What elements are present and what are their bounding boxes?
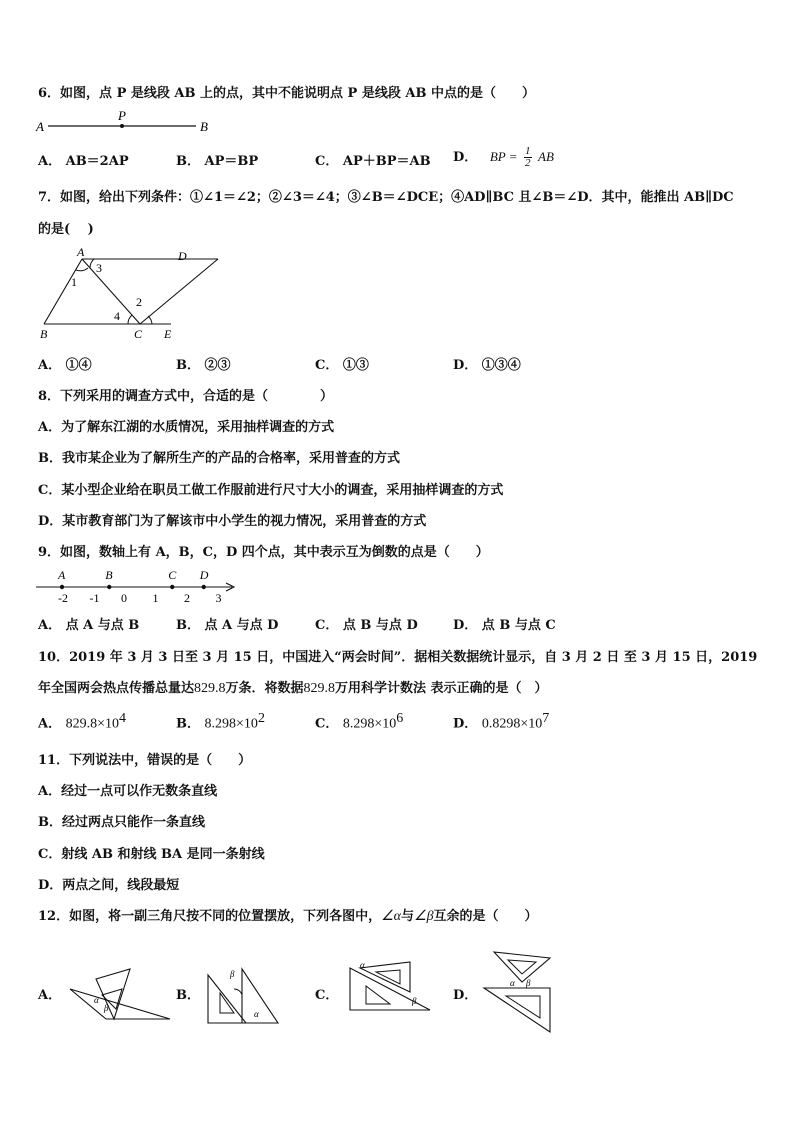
q9-tick-label: -1 bbox=[89, 591, 100, 605]
q7-label-a: A bbox=[77, 245, 85, 259]
q6-label-b: B bbox=[200, 119, 208, 134]
q12-figure-a bbox=[66, 965, 176, 1027]
q7-angle-3: 3 bbox=[96, 261, 102, 275]
q12-a-beta: β bbox=[104, 1003, 109, 1013]
q7-option-a[interactable]: A． ①④ bbox=[38, 358, 92, 373]
q9-point-label: C bbox=[168, 568, 177, 582]
q11-option-b[interactable]: B．经过两点只能作一条直线 bbox=[38, 815, 205, 830]
q9-point-label: D bbox=[199, 568, 209, 582]
q7-angle-1: 1 bbox=[71, 275, 77, 289]
q12-option-d[interactable]: D． bbox=[453, 988, 478, 1003]
q7-label-d: D bbox=[178, 249, 187, 263]
q9-tick-label: 1 bbox=[152, 591, 159, 605]
q12-a-alpha: α bbox=[94, 995, 99, 1005]
q11-option-d[interactable]: D．两点之间，线段最短 bbox=[38, 878, 180, 893]
q9-option-b[interactable]: B． 点 A 与点 D bbox=[176, 618, 279, 633]
q8-option-b[interactable]: B．我市某企业为了解所生产的产品的合格率，采用普查的方式 bbox=[38, 451, 400, 466]
q9-point-dot bbox=[107, 585, 111, 589]
q8-option-d[interactable]: D．某市教育部门为了解该市中小学生的视力情况，采用普查的方式 bbox=[38, 514, 427, 529]
q9-point-dot bbox=[202, 585, 206, 589]
q12-figure-b bbox=[206, 965, 286, 1027]
q11-option-a[interactable]: A．经过一点可以作无数条直线 bbox=[38, 784, 218, 799]
q12-c-beta: β bbox=[412, 996, 417, 1006]
q10-stem-line2: 年全国两会热点传播总量达829.8万条．将数据829.8万用科学计数法 表示正确的是（ ） bbox=[38, 681, 548, 696]
q12-c-alpha: α bbox=[360, 960, 365, 970]
q7-stem-line1: 7．如图，给出下列条件：①∠1＝∠2；②∠3＝∠4；③∠B＝∠DCE；④AD∥BC 且∠B＝∠D．其中，能推出 AB∥DC bbox=[38, 190, 734, 205]
q6-option-a[interactable]: A． AB＝2AP bbox=[38, 154, 129, 169]
q12-b-beta: β bbox=[230, 969, 235, 979]
q10-option-c[interactable]: C． $8.298\times 10^6$ bbox=[315, 711, 404, 732]
q12-figure-d bbox=[482, 948, 562, 1038]
q12-option-b[interactable]: B． bbox=[176, 988, 200, 1003]
q9-point-label: B bbox=[105, 568, 113, 582]
q7-stem-line2: 的是( ) bbox=[38, 222, 94, 237]
q9-tick-label: 0 bbox=[121, 591, 127, 605]
q9-tick-label: -2 bbox=[58, 591, 68, 605]
q9-number-line-figure bbox=[36, 566, 246, 606]
q7-angle-2: 2 bbox=[136, 295, 142, 309]
q6-option-d[interactable]: D． BP = $\frac{1}{2}$ AB bbox=[453, 145, 554, 169]
q6-option-c[interactable]: C． AP＋BP＝AB bbox=[315, 154, 431, 169]
q9-option-d[interactable]: D． 点 B 与点 C bbox=[453, 618, 556, 633]
q12-b-alpha: α bbox=[254, 1009, 259, 1019]
q6-segment-figure bbox=[36, 108, 216, 138]
q10-stem-line1: 10．2019 年 3 月 3 日至 3 月 15 日，中国进入“两会时间”．据相关数据统计显示，自 3 月 2 日 至 3 月 15 日，2019 bbox=[38, 650, 758, 665]
q8-option-c[interactable]: C．某小型企业给在职员工做工作服前进行尺寸大小的调查，采用抽样调查的方式 bbox=[38, 483, 504, 498]
q6-option-b[interactable]: B． AP＝BP bbox=[176, 154, 259, 169]
q12-option-c[interactable]: C． bbox=[315, 988, 339, 1003]
q9-option-c[interactable]: C． 点 B 与点 D bbox=[315, 618, 418, 633]
q8-option-a[interactable]: A．为了解东江湖的水质情况，采用抽样调查的方式 bbox=[38, 420, 335, 435]
q7-angle-4: 4 bbox=[114, 309, 120, 323]
q9-stem: 9．如图，数轴上有 A，B，C，D 四个点，其中表示互为倒数的点是（ ） bbox=[38, 545, 489, 560]
q12-option-a[interactable]: A． bbox=[38, 988, 62, 1003]
q9-tick-label: 3 bbox=[215, 591, 222, 605]
q7-option-b[interactable]: B． ②③ bbox=[176, 358, 231, 373]
q6-label-a: A bbox=[36, 119, 44, 134]
q7-parallelogram-figure bbox=[36, 244, 196, 344]
q7-label-b: B bbox=[40, 327, 48, 341]
q7-label-c: C bbox=[134, 327, 143, 341]
q8-stem: 8．下列采用的调查方式中，合适的是（ ） bbox=[38, 389, 334, 404]
q12-stem: 12．如图，将一副三角尺按不同的位置摆放，下列各图中，∠α与∠β互余的是（ ） bbox=[38, 909, 538, 924]
q7-label-e: E bbox=[164, 327, 172, 341]
q9-option-a[interactable]: A． 点 A 与点 B bbox=[38, 618, 140, 633]
q9-point-dot bbox=[170, 585, 174, 589]
q9-tick-label: 2 bbox=[184, 591, 190, 605]
q11-stem: 11．下列说法中，错误的是（ ） bbox=[38, 753, 252, 768]
q10-option-a[interactable]: A． $829.8\times 10^4$ bbox=[38, 711, 127, 732]
q6-stem: 6．如图，点 P 是线段 AB 上的点，其中不能说明点 P 是线段 AB 中点的是（ ） bbox=[38, 86, 535, 101]
q6-label-p: P bbox=[118, 108, 126, 123]
q10-option-b[interactable]: B． $8.298\times 10^2$ bbox=[176, 711, 265, 732]
q10-option-d[interactable]: D． $0.8298\times 10^7$ bbox=[453, 711, 550, 732]
q7-option-c[interactable]: C． ①③ bbox=[315, 358, 369, 373]
q7-option-d[interactable]: D． ①③④ bbox=[453, 358, 521, 373]
q12-d-beta: β bbox=[526, 978, 531, 988]
q11-option-c[interactable]: C．射线 AB 和射线 BA 是同一条射线 bbox=[38, 847, 265, 862]
q9-point-dot bbox=[60, 585, 64, 589]
q12-figure-c bbox=[346, 958, 436, 1020]
q12-d-alpha: α bbox=[510, 978, 515, 988]
q9-point-label: A bbox=[58, 568, 66, 582]
